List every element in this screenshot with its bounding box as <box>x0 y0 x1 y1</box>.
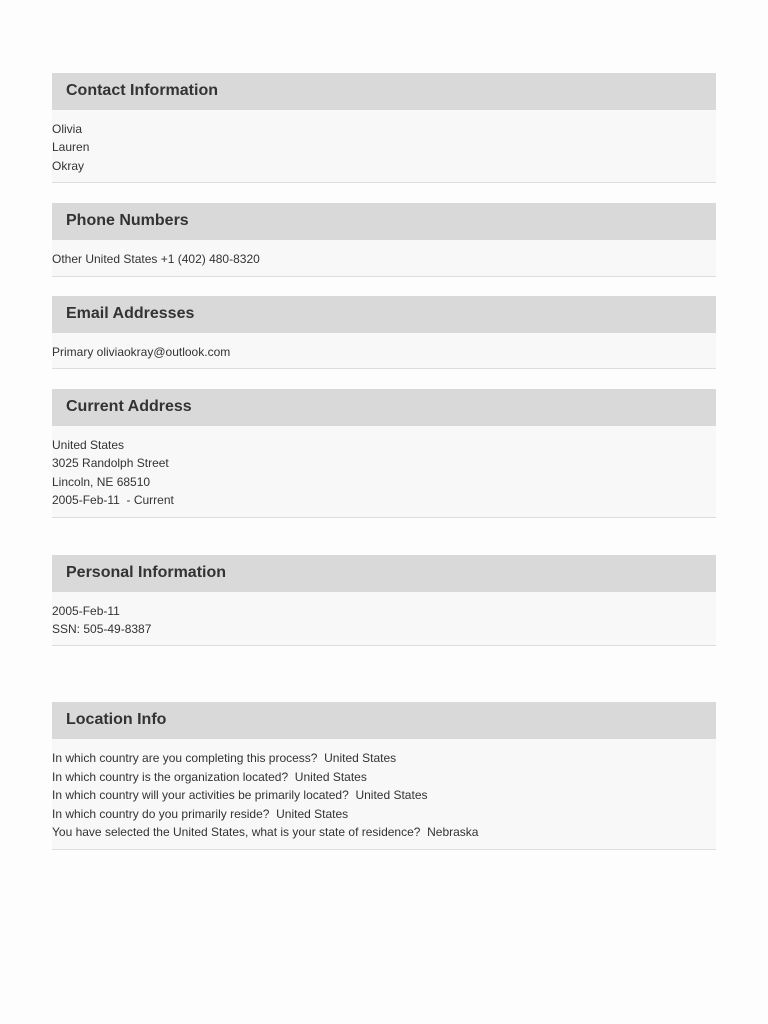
phone-number: Other United States +1 (402) 480-8320 <box>52 252 260 267</box>
current-address-body <box>52 426 716 518</box>
address-country: United States <box>52 438 125 453</box>
personal-information-header: Personal Information <box>52 555 716 592</box>
email-addresses-header: Email Addresses <box>52 296 716 333</box>
middle-name: Lauren <box>52 140 90 155</box>
phone-numbers-header: Phone Numbers <box>52 203 716 240</box>
first-name: Olivia <box>52 122 83 136</box>
email-addresses-body <box>52 333 716 369</box>
contact-information-header: Contact Information <box>52 73 716 110</box>
ssn: SSN: 505-49-8387 <box>52 622 152 637</box>
address-date-range: 2005-Feb-11 - Current <box>52 493 174 508</box>
location-answer-state-of-residence: You have selected the United States, what is your state of residence? Nebraska <box>52 825 479 840</box>
profile-summary <box>52 73 716 850</box>
address-street: 3025 Randolph Street <box>52 456 169 471</box>
contact-information-body <box>52 110 716 183</box>
location-info-body <box>52 739 716 849</box>
last-name: Okray <box>52 158 85 173</box>
phone-numbers-body <box>52 240 716 276</box>
location-answer-process-country: In which country are you completing this process? United States <box>52 751 397 766</box>
date-of-birth: 2005-Feb-11 <box>52 603 120 618</box>
location-info-header: Location Info <box>52 702 716 739</box>
location-answer-organization-country: In which country is the organization located? United States <box>52 769 367 784</box>
email-addresses-section <box>52 296 716 369</box>
location-answer-activities-country: In which country will your activities be primarily located? United States <box>52 788 428 803</box>
location-info-section <box>52 702 716 849</box>
current-address-header: Current Address <box>52 389 716 426</box>
contact-information-section <box>52 73 716 183</box>
location-answer-residence-country: In which country do you primarily reside? United States <box>52 806 349 821</box>
current-address-section <box>52 389 716 518</box>
email-address: Primary oliviaokray@outlook.com <box>52 344 231 359</box>
phone-numbers-section <box>52 203 716 276</box>
personal-information-body <box>52 592 716 647</box>
address-city-state-zip: Lincoln, NE 68510 <box>52 474 151 489</box>
personal-information-section <box>52 555 716 647</box>
